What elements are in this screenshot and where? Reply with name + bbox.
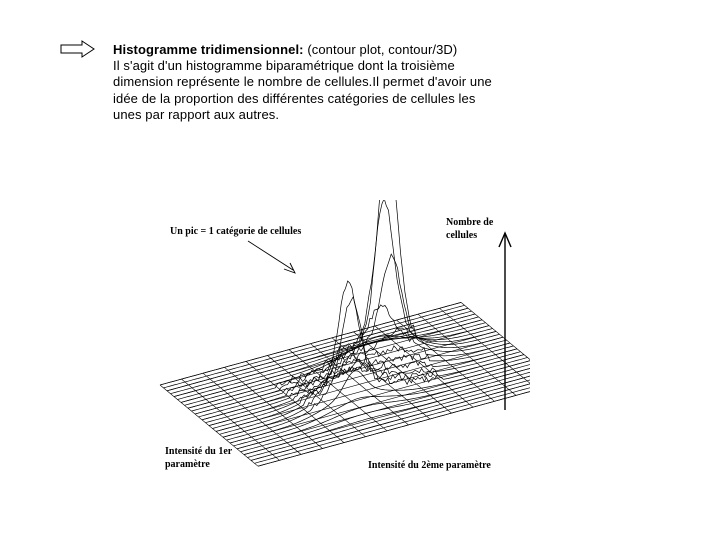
x-axis-label-line1: Intensité du 1er bbox=[165, 446, 233, 457]
x-axis-label-line2: paramètre bbox=[165, 459, 210, 470]
y-axis-label: Intensité du 2ème paramètre bbox=[368, 460, 491, 471]
z-axis-arrow-icon bbox=[499, 233, 511, 410]
histogram-grid bbox=[160, 302, 530, 466]
surface-trace bbox=[227, 297, 528, 440]
heading-normal: (contour plot, contour/3D) bbox=[303, 42, 458, 57]
z-axis-label-line2: cellules bbox=[446, 230, 478, 241]
peak-annotation-label: Un pic = 1 catégorie de cellules bbox=[170, 226, 302, 237]
paragraph-line-3: idée de la proportion des différentes catégories de cellules les bbox=[113, 90, 476, 106]
heading-bold: Histogramme tridimensionnel: bbox=[113, 42, 304, 57]
histogram-3d-figure bbox=[150, 200, 530, 490]
z-axis-label-line1: Nombre de bbox=[446, 217, 494, 228]
heading-line bbox=[113, 42, 533, 58]
paragraph-line-4: unes par rapport aux autres. bbox=[113, 106, 280, 122]
paragraph-line-2: dimension représente le nombre de cellules.Il permet d'avoir une bbox=[113, 74, 492, 90]
arrow-icon bbox=[60, 40, 96, 58]
paragraph-line-1: Il s'agit d'un histogramme biparamétrique dont la troisième bbox=[113, 58, 455, 74]
annotation-arrow-icon bbox=[248, 241, 295, 273]
description-text bbox=[113, 42, 533, 123]
